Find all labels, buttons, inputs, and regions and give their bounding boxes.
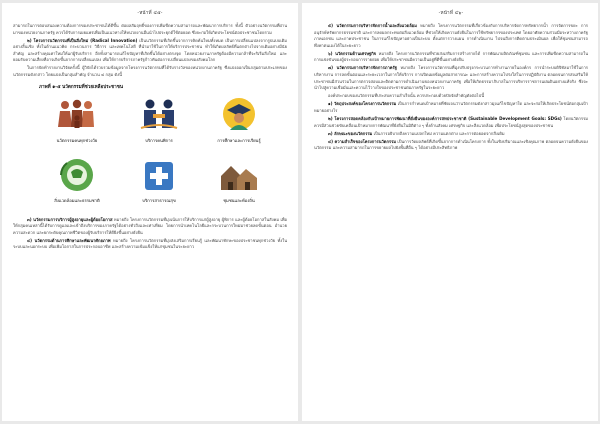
health-icon [135,156,183,194]
figure-caption: นวัตกรรมคนทุกช่วงวัย [56,137,98,143]
figure-item [213,156,265,204]
figure-caption: การศึกษาและการเรียนรู้ [217,137,261,143]
page-number: -หน้าที่ ๔๖- [438,11,464,16]
community-icon [215,156,263,194]
figure-caption: บริการสาธารณสุข [142,197,176,203]
item-text: หมายถึง โครงการนวัตกรรมที่มุ่งส่งเสริมการเรียนรู้ และพัฒนาทักษะของประชาชนทุกช่วงวัย ทั้งในระบบและนอกระบบ เพื่อเพิ่มโอกาสในการประกอบอาชีพ และสร้างความเข้มแข็งให้แก่ชุมชนในระยะยาว [13,237,287,250]
item-heading: ๗) นวัตกรรมการบริหารจัดการภาครัฐ [328,65,397,71]
item-heading: ๔) นวัตกรรมด้านการศึกษาและพัฒนาศักยภาพ [27,237,111,243]
paragraph [13,238,287,251]
item-text: เป็นการอธิบายถึงความแปลกใหม่ ความแตกต่าง และการต่อยอดจากสิ่งเดิม [372,130,505,136]
globe-recycle-icon [53,156,101,194]
item-heading: ๒) โครงการสอดคล้องกับเป้าหมายการพัฒนาที่ยั่งยืนขององค์การสหประชาชาติ (Sustainable Development Goals: SDGs) [328,116,562,122]
item-heading: ๓) นวัตกรรมการบริการผู้สูงอายุและผู้ด้อยโอกาส [27,216,113,222]
figure-caption: บริการคนพิการ [145,137,173,143]
paragraph [314,101,588,114]
item-text: เป็นนวัตกรรมที่เกิดขึ้นจากการคิดค้นใหม่ทั้งหมด เป็นการเปลี่ยนแปลงจากรูปแบบเดิมอย่างสิ้นเชิง ทั้งในด้านแนวคิด กระบวนการ วิธีการ และเทคโนโลยี ที่นำมาใช้ในการให้บริการประชาชน ทำให้เกิดผลลัพธ์ที่แตกต่างไปจากเดิมอย่างมีนัยสำคัญ และสร้างคุณค่าใหม่ให้แก่ผู้รับบริการ อีกทั้งสามารถแก้ไขปัญหาที่เกิดขึ้นได้อย่างตรงจุด โดยหน่วยงานภาครัฐต้องมีความกล้าที่จะริเริ่มสิ่งใหม่ และยอมรับความเสี่ยงที่อาจเกิดขึ้นจากการเปลี่ยนแปลง เพื่อให้การบริการภาครัฐก้าวทันต่อการเปลี่ยนแปลงของสังคมโลก [13,37,287,63]
teamwork-icon [135,96,183,132]
figure-caption: สิ่งแวดล้อมและธรรมชาติ [54,197,100,203]
left-page [2,3,298,421]
figure-item [51,156,103,204]
paragraph: ในการจัดทำรายงานวิจัยครั้งนี้ ผู้วิจัยได้รวบรวมข้อมูลจากโครงการนวัตกรรมที่ได้รับรางวัลของหน่วยงานภาครัฐ ซึ่งแบ่งออกเป็นกลุ่มตามประเภทของนวัตกรรมดังกล่าว โดยแบ่งเป็นกลุ่มสำคัญ จำนวน ๔ กลุ่ม ดังนี้ [13,65,287,78]
figure-title: ภาพที่ ๑-๕ นวัตกรรมที่ช่วยเหลือประชาชน [39,84,124,90]
item-text: หมายถึง โครงการนวัตกรรมที่ช่วยส่งเสริมการสร้างรายได้ การพัฒนาผลิตภัณฑ์ชุมชน และการเพิ่มขีดความสามารถในการแข่งขันของผู้ประกอบการรายย่อย เพื่อให้ประชาชนมีความเป็นอยู่ที่ดีขึ้นอย่างยั่งยืน [314,50,588,63]
item-text: หมายถึง โครงการนวัตกรรมที่เกี่ยวข้องกับการบริหารจัดการทรัพยากรน้ำ การจัดการขยะ การอนุรักษ์ทรัพยากรธรรมชาติ และการลดผลกระทบต่อสิ่งแวดล้อม ที่ช่วยให้เกิดความยั่งยืนในการใช้ทรัพยากรของประเทศ โดยอาศัยความร่วมมือระหว่างภาครัฐ ภาคเอกชน และภาคประชาชน ในการแก้ไขปัญหาอย่างเป็นระบบ ตั้งแต่การวางแผน การดำเนินงาน ไปจนถึงการติดตามประเมินผล เพื่อให้ชุมชนสามารถพึ่งพาตนเองได้ในระยะยาว [314,23,588,48]
paragraph: องค์ประกอบของนวัตกรรมที่ประสบความสำเร็จนั้น ควรประกอบด้วยปัจจัยสำคัญดังต่อไปนี้ [328,93,485,99]
paragraph [314,51,588,64]
paragraph [314,116,588,129]
right-page [302,3,598,421]
item-text: เป็นการวัดผลลัพธ์ที่เกิดขึ้นจากการดำเนินโครงการ ทั้งในเชิงปริมาณและเชิงคุณภาพ ตลอดจนความยั่งยืนของนวัตกรรม และความสามารถในการขยายผลไปยังพื้นที่อื่น ๆ ได้อย่างมีประสิทธิภาพ [314,138,589,151]
item-text: เป็นการกำหนดเป้าหมายที่ชัดเจนว่านวัตกรรมดังกล่าวมุ่งแก้ไขปัญหาใด และจะก่อให้เกิดประโยชน์ต่อกลุ่มเป้าหมายอย่างไร [314,101,588,113]
paragraph [13,217,287,237]
figure-item [133,156,185,204]
figure-caption: ชุมชนและท้องถิ่น [223,197,255,203]
item-heading: ๑) วัตถุประสงค์ของโครงการนวัตกรรม [328,101,397,107]
paragraph [13,38,287,64]
paragraph [314,139,588,152]
item-heading: ๔) ความสำเร็จของโครงการนวัตกรรม [328,138,397,144]
paragraph [314,131,588,138]
paragraph [314,65,588,91]
item-text: หมายถึง โครงการนวัตกรรมที่มุ่งปรับปรุงกระบวนการทำงานภายในองค์กร การนำระบบดิจิทัลมาใช้ในการบริหารงาน การลดขั้นตอนและระยะเวลาในการให้บริการ การเปิดเผยข้อมูลต่อสาธารณะ และการสร้างความโปร่งใสในการปฏิบัติงาน ตลอดจนการส่งเสริมให้ประชาชนมีส่วนร่วมในการตรวจสอบและติดตามการดำเนินงานของหน่วยงานภาครัฐ เพื่อให้เกิดธรรมาภิบาลในการบริหารราชการแผ่นดินอย่างแท้จริง ซึ่งจะนำไปสู่ความเชื่อมั่นและความไว้วางใจของประชาชนต่อภาครัฐในระยะยาว [314,65,588,91]
item-heading: ๖) นวัตกรรมด้านเศรษฐกิจ [328,50,377,56]
family-icon [53,96,101,132]
figure-item [51,96,103,144]
figure-item [213,96,265,144]
paragraph [314,23,588,49]
item-heading: ๓) ลักษณะของนวัตกรรม [328,130,373,136]
figure-item [133,96,185,144]
figure [13,96,287,217]
education-icon [215,96,263,132]
item-heading: ๒) โครงการนวัตกรรมที่เป็นสิ่งใหม่ (Radical Innovation) [27,37,138,43]
page-number: -หน้าที่ ๔๕- [137,11,163,16]
paragraph: สามารถในการตอบสนองความต้องการของประชาชนได้ดีขึ้น ต่อผลสัมฤทธิ์ของการเพิ่มขีดความสามารถและพัฒนาการบริการ ทั้งนี้ ตัวอย่างนวัตกรรมที่ผ่านมาของหน่วยงานภาครัฐ ควรได้รับการเผยแพร่เพื่อเป็นแนวทางให้หน่วยงานอื่นนำไปประยุกต์ใช้ต่อยอด ซึ่งจะก่อให้เกิดประโยชน์ต่อประชาชนโดยรวม [13,23,287,35]
item-heading: ๕) นวัตกรรมการบริหารจัดการน้ำและสิ่งแวดล้อม [328,23,417,28]
item-text: หมายถึง โครงการนวัตกรรมที่มุ่งเน้นการให้บริการแก่ผู้สูงอายุ ผู้พิการ และผู้ด้อยโอกาสในสังคม เพื่อให้กลุ่มคนเหล่านี้ได้รับการดูแลและเข้าถึงบริการของภาครัฐได้อย่างทั่วถึงและเท่าเทียม โดยการนำเทคโนโลยีและกระบวนการใหม่มาช่วยลดขั้นตอน อำนวยความสะดวก และยกระดับคุณภาพชีวิตของผู้รับบริการให้ดียิ่งขึ้นอย่างยั่งยืน [13,216,288,235]
item-text: โดยนวัตกรรมควรมีส่วนช่วยขับเคลื่อนเป้าหมายการพัฒนาที่ยั่งยืนในมิติต่าง ๆ ทั้งด้านสังคม เศรษฐกิจ และสิ่งแวดล้อม เพื่อประโยชน์สูงสุดของประชาชน [314,116,588,128]
